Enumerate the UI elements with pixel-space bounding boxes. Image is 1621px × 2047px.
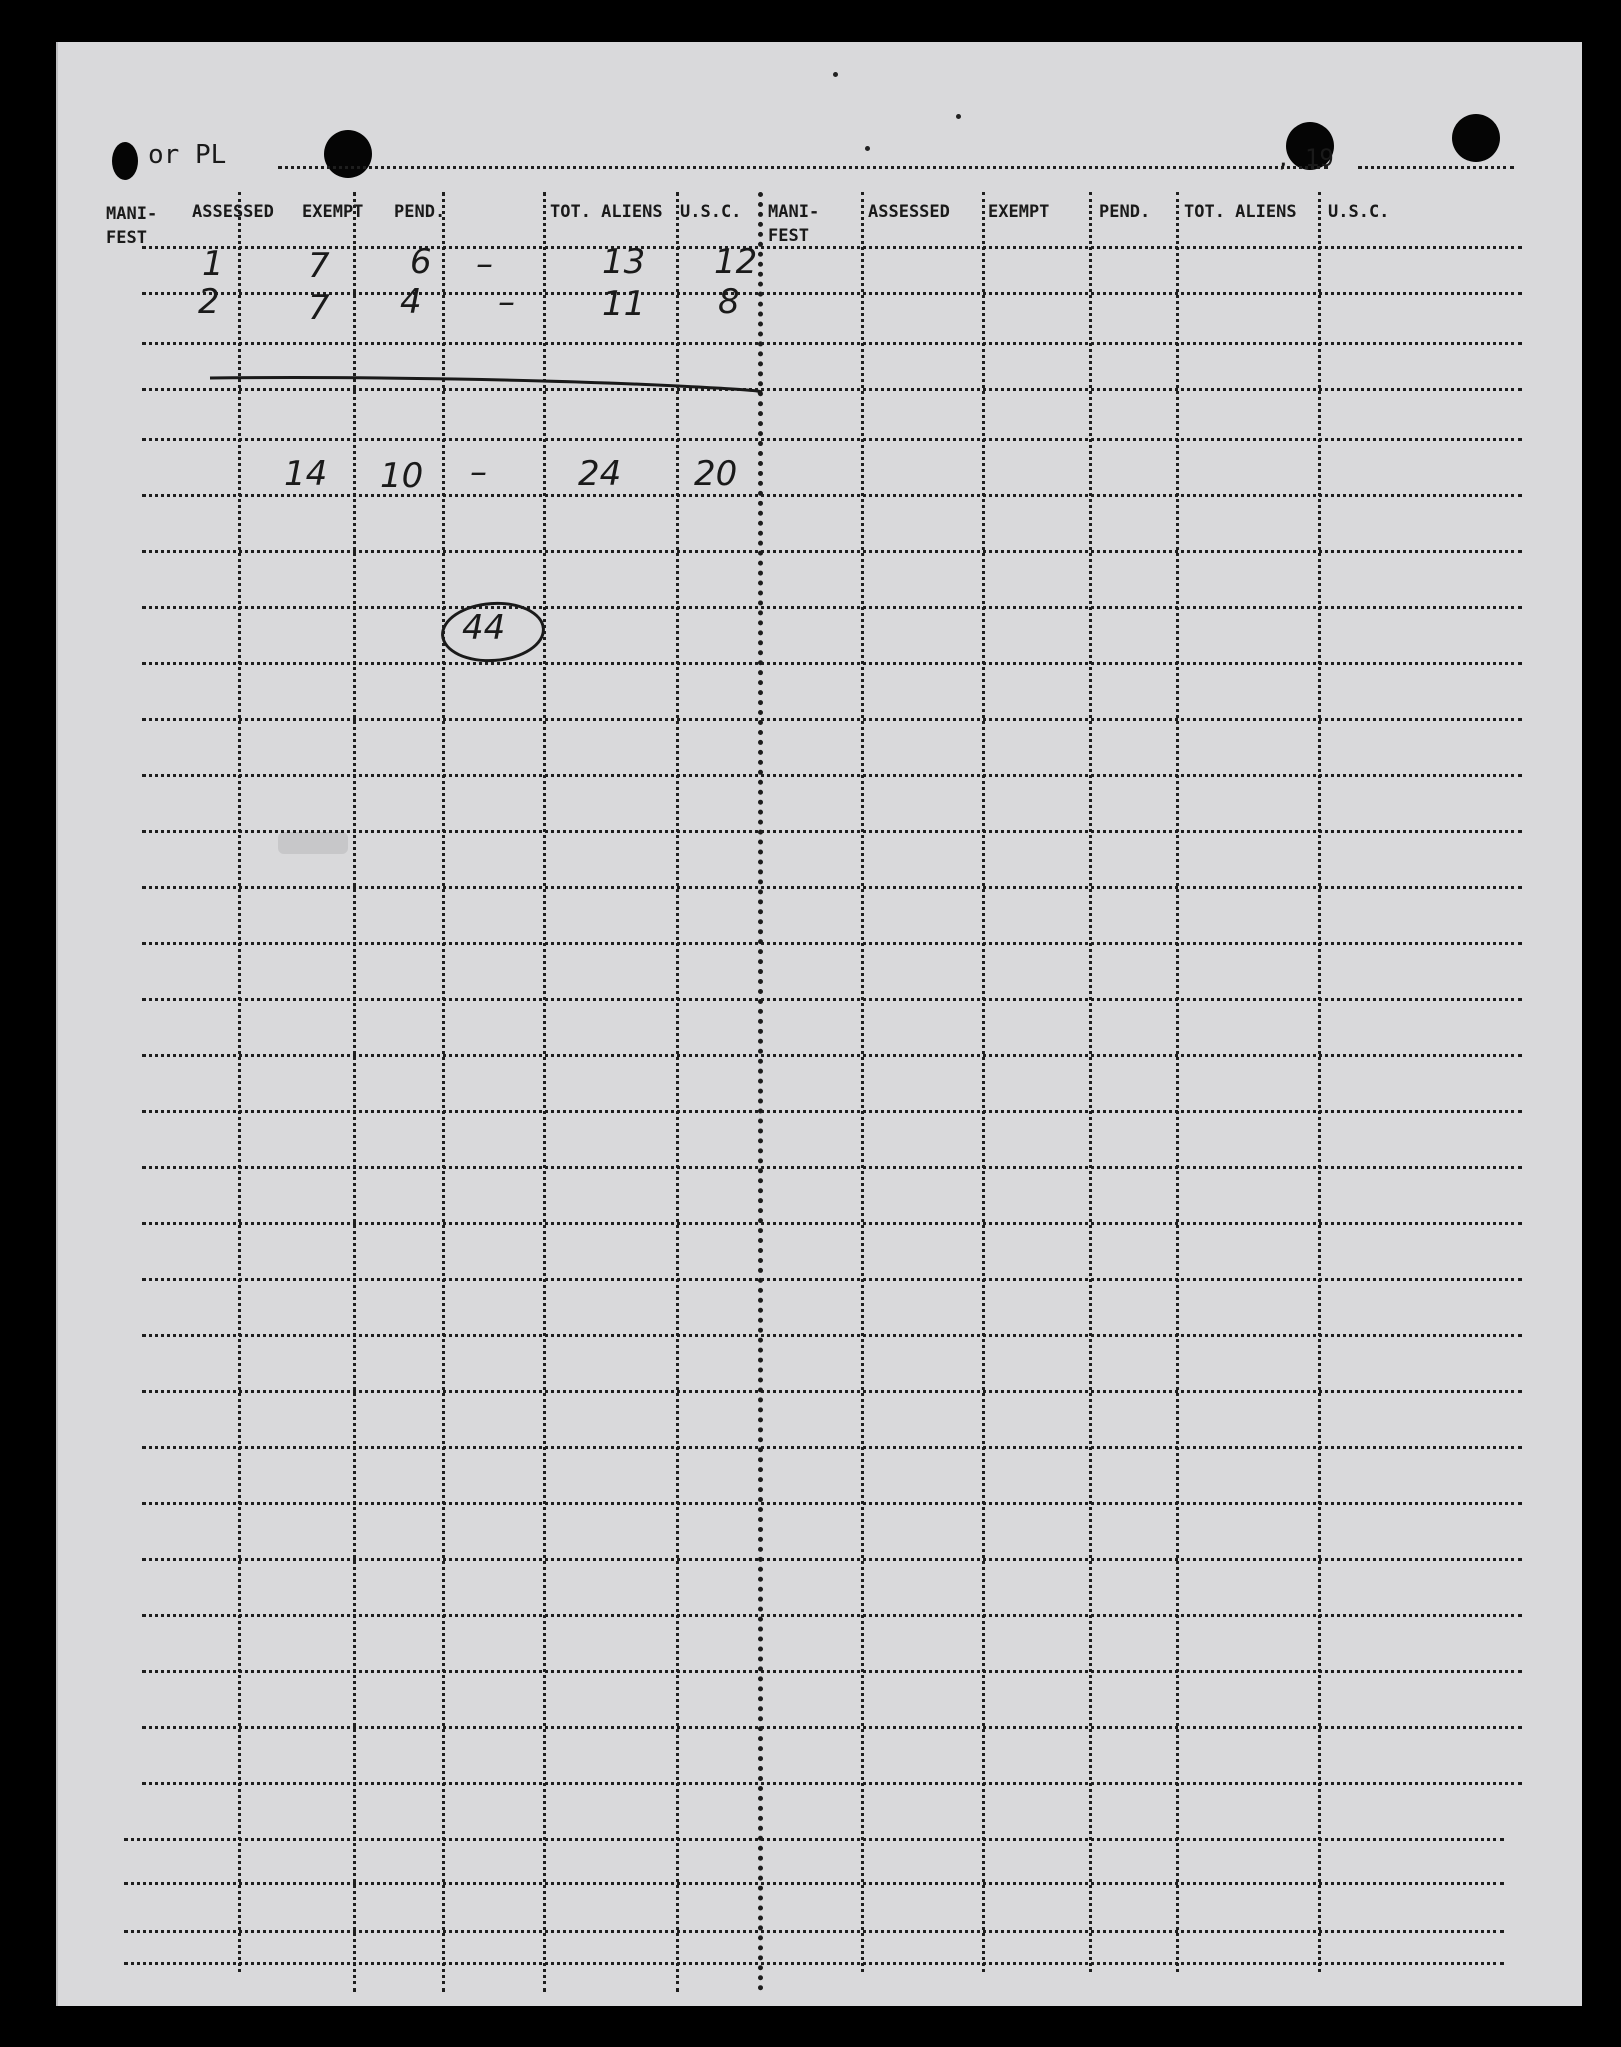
- row-rule: [142, 774, 1522, 777]
- header-year-suffix: , 19: [1276, 144, 1334, 172]
- column-rule: [861, 192, 864, 1972]
- col-assessed-right: ASSESSED: [868, 202, 950, 222]
- row-rule: [142, 1726, 1522, 1729]
- row2-tot-aliens: 11: [602, 284, 646, 324]
- column-rule: [238, 192, 241, 1972]
- total-tot-aliens: 24: [578, 454, 622, 494]
- row-rule: [142, 1558, 1522, 1561]
- center-divider-rule: [758, 192, 763, 1992]
- row-rule: [142, 342, 1522, 345]
- smudge: [278, 832, 348, 854]
- total-usc: 20: [694, 454, 738, 494]
- ledger-sheet: [56, 42, 1582, 2006]
- punch-hole: [324, 130, 372, 178]
- row-rule: [142, 606, 1522, 609]
- row-rule: [142, 1390, 1522, 1393]
- punch-hole: [1452, 114, 1500, 162]
- column-rule: [442, 192, 445, 1992]
- row-rule: [142, 1782, 1522, 1785]
- row1-manifest: 1: [202, 244, 224, 284]
- grand-total: 44: [462, 608, 506, 648]
- sum-underline: [208, 372, 768, 412]
- row-rule: [142, 1614, 1522, 1617]
- col-pend-right: PEND.: [1099, 202, 1151, 222]
- row2-manifest: 2: [198, 282, 220, 322]
- row1-tot-aliens: 13: [602, 242, 646, 282]
- row-rule: [142, 718, 1522, 721]
- row2-pend: –: [498, 282, 515, 322]
- column-rule: [543, 192, 546, 1992]
- row-rule: [142, 1278, 1522, 1281]
- column-rule: [1089, 192, 1092, 1972]
- total-pend: –: [470, 452, 487, 492]
- row2-exempt: 4: [400, 282, 422, 322]
- row-rule: [124, 1962, 1504, 1965]
- row1-pend: –: [476, 244, 493, 284]
- column-rule: [1318, 192, 1321, 1972]
- row-rule: [142, 1334, 1522, 1337]
- row-rule: [142, 1502, 1522, 1505]
- total-assessed: 14: [284, 454, 328, 494]
- row-rule: [142, 550, 1522, 553]
- row-rule: [142, 246, 1522, 249]
- speck: [865, 146, 870, 151]
- row-rule: [142, 1446, 1522, 1449]
- col-exempt-left: EXEMPT: [302, 202, 364, 222]
- column-rule: [353, 192, 356, 1992]
- row-rule: [142, 292, 1522, 295]
- row1-usc: 12: [714, 242, 758, 282]
- col-manifest-left-2: FEST: [106, 228, 147, 248]
- row2-assessed: 7: [308, 288, 330, 328]
- col-manifest-left: MANI-: [106, 204, 158, 224]
- header-prefix: or PL: [148, 140, 227, 170]
- col-usc-left: U.S.C.: [680, 202, 742, 222]
- col-manifest-right-2: FEST: [768, 226, 809, 246]
- col-tot-aliens-right: TOT. ALIENS: [1184, 202, 1297, 222]
- row1-assessed: 7: [308, 246, 330, 286]
- row1-exempt: 6: [410, 242, 432, 282]
- column-rule: [1176, 192, 1179, 1972]
- speck: [833, 72, 838, 77]
- speck: [956, 114, 961, 119]
- row-rule: [142, 1166, 1522, 1169]
- row-rule: [142, 830, 1522, 833]
- row-rule: [142, 942, 1522, 945]
- col-manifest-right: MANI-: [768, 202, 820, 222]
- header-dotted-line: [278, 166, 1328, 169]
- col-exempt-right: EXEMPT: [988, 202, 1050, 222]
- col-pend-left: PEND.: [394, 202, 446, 222]
- punch-hole: [112, 142, 138, 180]
- col-tot-aliens-left: TOT. ALIENS: [550, 202, 663, 222]
- column-rule: [982, 192, 985, 1972]
- row-rule: [124, 1838, 1504, 1841]
- row2-usc: 8: [718, 282, 740, 322]
- row-rule: [142, 1670, 1522, 1673]
- row-rule: [142, 494, 1522, 497]
- row-rule: [142, 886, 1522, 889]
- col-usc-right: U.S.C.: [1328, 202, 1390, 222]
- row-rule: [124, 1930, 1504, 1933]
- column-rule: [676, 192, 679, 1992]
- col-assessed-left: ASSESSED: [192, 202, 274, 222]
- row-rule: [124, 1882, 1504, 1885]
- total-exempt: 10: [380, 456, 424, 496]
- row-rule: [142, 1222, 1522, 1225]
- row-rule: [142, 998, 1522, 1001]
- row-rule: [142, 1054, 1522, 1057]
- row-rule: [142, 662, 1522, 665]
- header-dotted-line: [1358, 166, 1514, 169]
- row-rule: [142, 1110, 1522, 1113]
- row-rule: [142, 438, 1522, 441]
